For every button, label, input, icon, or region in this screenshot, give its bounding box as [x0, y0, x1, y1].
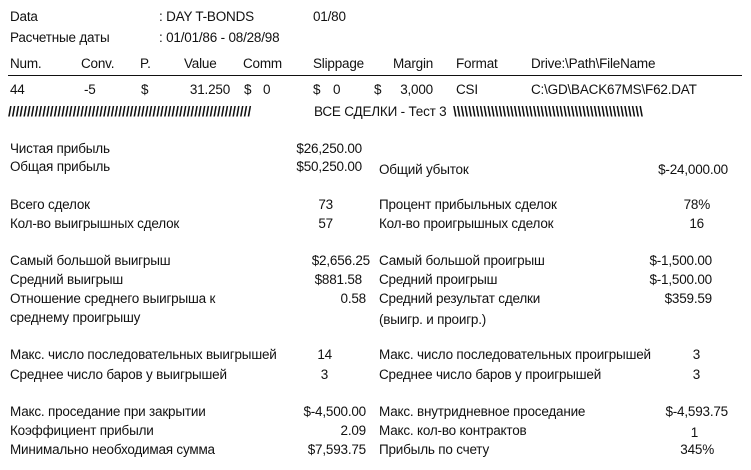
banner-left-slashes: //////////////////////////////////////////////////////////////// [8, 104, 252, 119]
stat-value: $-1,500.00 [649, 272, 712, 287]
stat-label: Всего сделок [10, 197, 90, 212]
data-value: : DAY T-BONDS [159, 9, 254, 24]
stat-label-line-1: Отношение среднего выигрыша к [10, 291, 216, 306]
stat-value: 2.09 [340, 423, 366, 438]
stat-value: $7,593.75 [307, 442, 366, 457]
col-margin: Margin [393, 56, 434, 71]
stat-label: Коэффициент прибыли [10, 423, 154, 438]
stat-label: Общий убыток [379, 162, 469, 177]
header-divider [8, 75, 742, 76]
stat-value: $-4,500.00 [303, 404, 366, 419]
stat-label: Макс. проседание при закрытии [10, 404, 206, 419]
param-slippage-currency: $ [313, 82, 321, 97]
stat-value: 3 [320, 367, 328, 382]
param-num: 44 [10, 82, 25, 97]
col-format: Format [456, 56, 498, 71]
stat-value: 16 [689, 216, 704, 231]
col-path: Drive:\Path\FileName [531, 56, 656, 71]
dates-value: : 01/01/86 - 08/28/98 [159, 30, 280, 45]
param-slippage: 0 [333, 82, 341, 97]
stat-label: Макс. число последовательных проигрышей [379, 347, 651, 362]
section-banner [8, 104, 743, 122]
stat-value: $359.59 [664, 291, 712, 306]
col-comm: Comm [243, 56, 282, 71]
stat-label: Среднее число баров у проигрышей [379, 367, 602, 382]
param-value: 31.250 [189, 82, 230, 97]
stat-label: Кол-во проигрышных сделок [379, 216, 554, 231]
stat-label: Самый большой проигрыш [379, 253, 545, 268]
param-comm: 0 [263, 82, 271, 97]
stat-label: Прибыль по счету [379, 442, 489, 457]
param-margin-currency: $ [374, 82, 382, 97]
param-p: $ [141, 82, 149, 97]
data-code: 01/80 [313, 9, 346, 24]
stat-label: Кол-во выигрышных сделок [10, 216, 180, 231]
stat-label-line-1: Средний результат сделки [379, 291, 541, 306]
banner-title: ВСЕ СДЕЛКИ - Тест 3 [314, 104, 447, 119]
stat-label-line-2: среднему проигрышу [10, 310, 141, 325]
stat-value: $2,656.25 [311, 253, 370, 268]
stat-value: 57 [318, 216, 333, 231]
stat-value: $-4,593.75 [665, 404, 728, 419]
data-label: Data [10, 9, 38, 24]
stat-label: Минимально необходимая сумма [10, 442, 215, 457]
stat-value: 78% [683, 197, 710, 212]
col-num: Num. [10, 56, 42, 71]
banner-right-slashes: \\\\\\\\\\\\\\\\\\\\\\\\\\\\\\\\\\\\\\\\\\\\\\\\\\ [453, 104, 644, 119]
stat-label: Общая прибыль [10, 159, 111, 174]
stat-label: Макс. кол-во контрактов [379, 423, 527, 438]
stat-value: $26,250.00 [296, 141, 362, 156]
stat-value: $881.58 [314, 272, 362, 287]
param-conv: -5 [84, 82, 96, 97]
stat-label: Средний выигрыш [10, 272, 124, 287]
col-value: Value [184, 56, 217, 71]
stat-value: 0.58 [340, 291, 366, 306]
stat-label: Чистая прибыль [10, 141, 110, 156]
col-conv: Conv. [81, 56, 115, 71]
stat-label: Самый большой выигрыш [10, 253, 171, 268]
param-comm-currency: $ [244, 82, 252, 97]
col-slippage: Slippage [313, 56, 364, 71]
param-path: C:\GD\BACK67MS\F62.DAT [531, 82, 697, 97]
stat-label-line-2: (выигр. и проигр.) [379, 312, 487, 327]
stat-label: Среднее число баров у выигрышей [10, 367, 227, 382]
param-format: CSI [456, 82, 478, 97]
stat-value: 345% [680, 442, 714, 457]
stat-label: Процент прибыльных сделок [379, 197, 557, 212]
stat-value: 3 [692, 367, 700, 382]
stat-value: 14 [317, 347, 332, 362]
stat-value: $-1,500.00 [649, 253, 712, 268]
stat-value: $-24,000.00 [658, 162, 728, 177]
param-margin: 3,000 [400, 82, 433, 97]
stat-label: Макс. число последовательных выигрышей [10, 347, 277, 362]
stat-label: Средний проигрыш [379, 272, 498, 287]
stat-value: 73 [318, 197, 333, 212]
stat-label: Макс. внутридневное проседание [379, 404, 586, 419]
col-p: P. [140, 56, 151, 71]
stat-value: 3 [692, 347, 700, 362]
stat-value: $50,250.00 [296, 159, 362, 174]
stat-value: 1 [690, 425, 698, 440]
dates-label: Расчетные даты [10, 30, 110, 45]
